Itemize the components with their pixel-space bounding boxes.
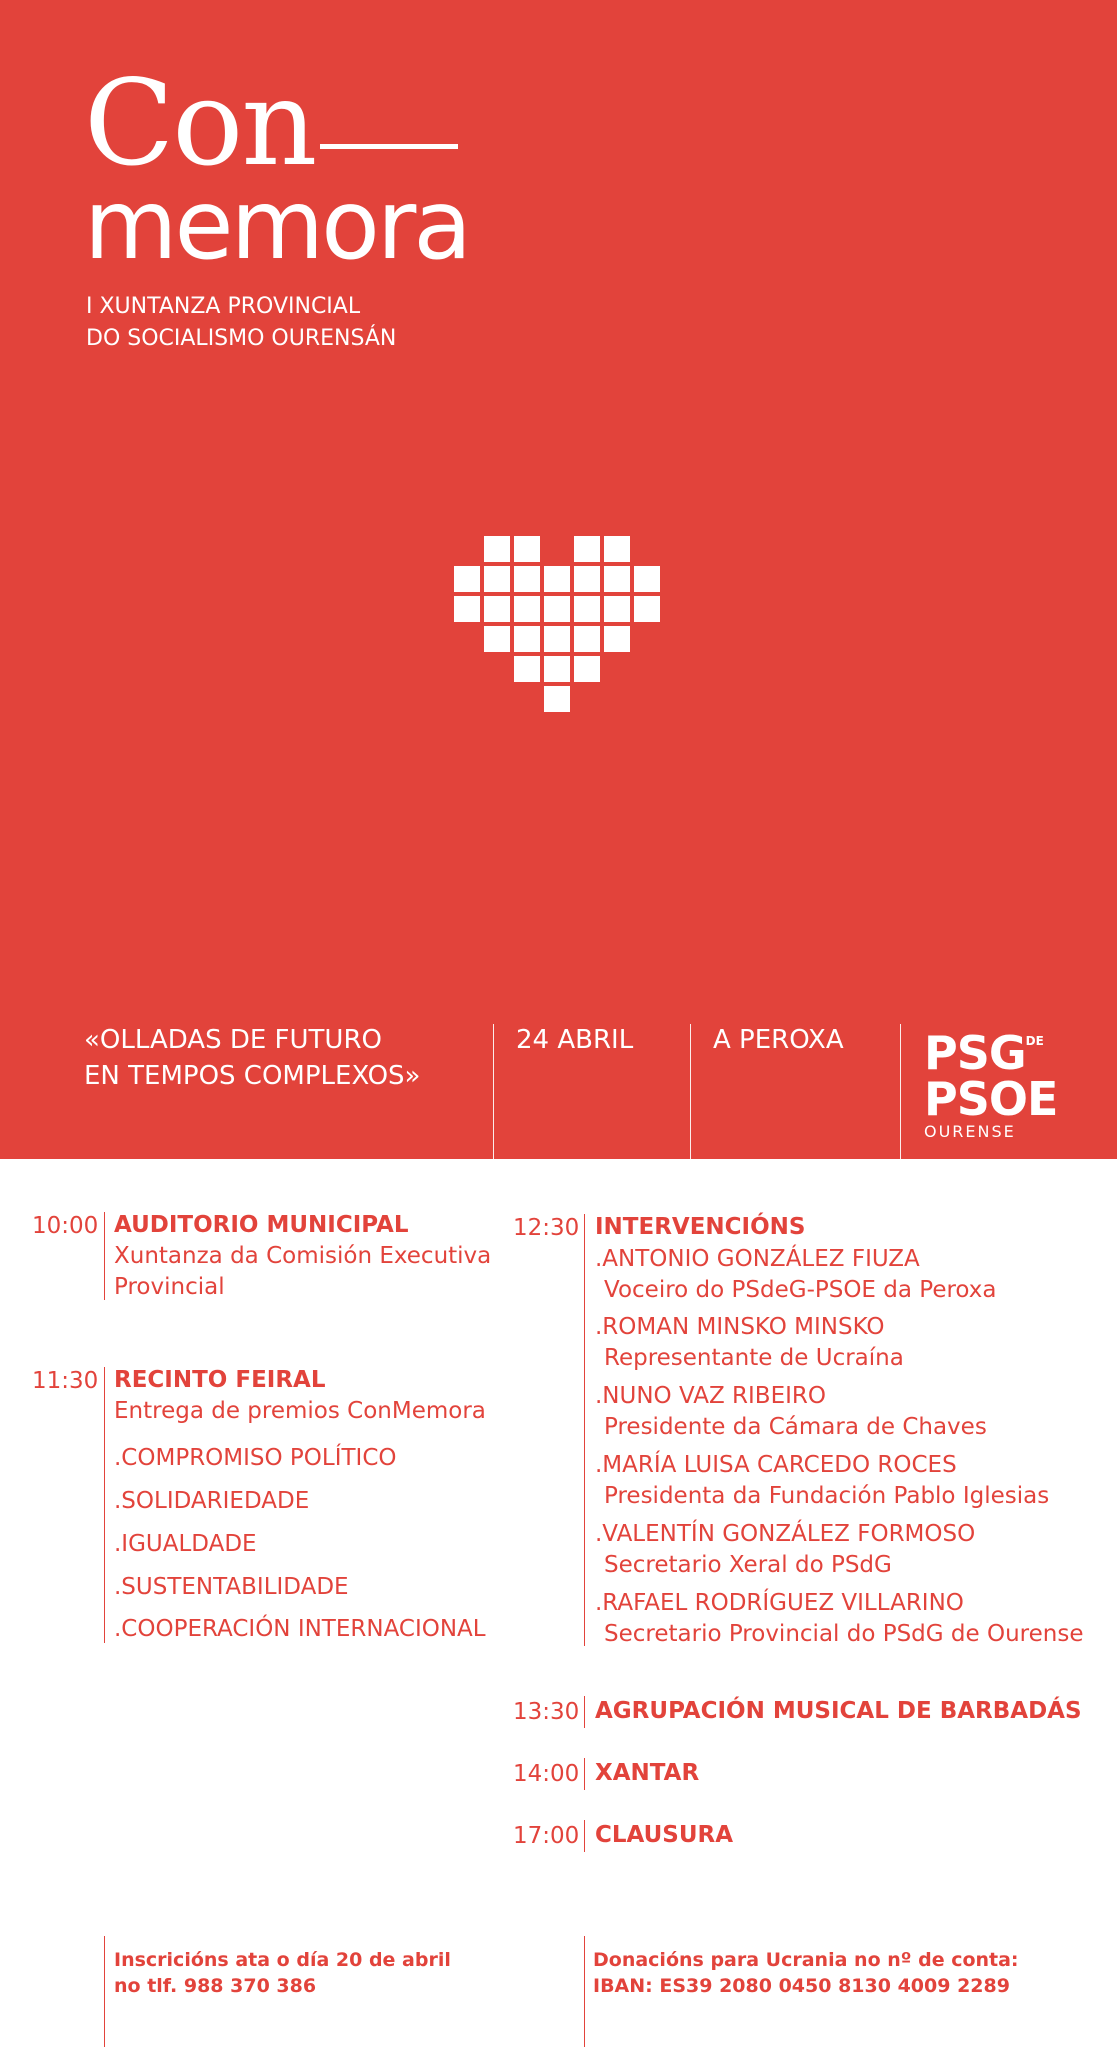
party-logo-de: DE	[1025, 1034, 1044, 1048]
schedule-title: RECINTO FEIRAL	[114, 1367, 326, 1393]
schedule-desc: Provincial	[114, 1274, 225, 1300]
heart-pixel	[634, 596, 660, 622]
logo-con: Con	[84, 54, 316, 192]
schedule-title: AGRUPACIÓN MUSICAL DE BARBADÁS	[595, 1698, 1082, 1724]
divider	[900, 1024, 901, 1159]
speaker-name: .ROMAN MINSKO MINSKO	[595, 1314, 885, 1340]
speaker-name: .NUNO VAZ RIBEIRO	[595, 1383, 826, 1409]
speaker	[595, 1519, 975, 1581]
heart-pixel	[544, 596, 570, 622]
divider	[493, 1024, 494, 1159]
party-logo	[924, 1018, 1057, 1142]
schedule-time: 12:30	[513, 1215, 580, 1241]
schedule-entry	[114, 1365, 486, 1427]
heart-pixel	[574, 536, 600, 562]
event-date: 24 ABRIL	[516, 1025, 634, 1055]
time-separator	[584, 1820, 585, 1852]
time-separator	[584, 1696, 585, 1728]
speaker-role: Representante de Ucraína	[604, 1345, 904, 1371]
award-category: .COMPROMISO POLÍTICO	[114, 1445, 397, 1471]
party-logo-psoe: PSOE	[924, 1072, 1058, 1126]
schedule-time: 17:00	[513, 1823, 580, 1849]
speaker-role: Voceiro do PSdeG-PSOE da Peroxa	[604, 1277, 997, 1303]
award-category: .SUSTENTABILIDADE	[114, 1574, 349, 1600]
schedule-time: 11:30	[32, 1368, 99, 1394]
award-category: .COOPERACIÓN INTERNACIONAL	[114, 1616, 486, 1642]
heart-pixel	[514, 536, 540, 562]
footer-divider	[584, 1936, 585, 2047]
heart-pixel	[574, 596, 600, 622]
logo-memora: memora	[84, 169, 470, 281]
donation-info	[593, 1947, 1019, 1999]
heart-pixel	[544, 656, 570, 682]
event-place: A PEROXA	[713, 1025, 844, 1055]
heart-pixel	[604, 566, 630, 592]
schedule-desc: Xuntanza da Comisión Executiva	[114, 1243, 492, 1269]
heart-pixel	[484, 596, 510, 622]
time-separator	[584, 1214, 585, 1646]
heart-pixel	[514, 656, 540, 682]
schedule-entry	[114, 1210, 491, 1303]
time-separator	[584, 1758, 585, 1790]
heart-pixel	[604, 536, 630, 562]
heart-pixel	[544, 686, 570, 712]
registration-line-1: Inscricións ata o día 20 de abril	[114, 1949, 451, 1971]
award-category: .SOLIDARIEDADE	[114, 1488, 310, 1514]
heart-pixel	[484, 626, 510, 652]
heart-pixel	[574, 656, 600, 682]
schedule-time: 10:00	[32, 1213, 99, 1239]
heart-pixel	[484, 536, 510, 562]
heart-pixel	[574, 626, 600, 652]
time-separator	[104, 1212, 105, 1300]
speaker	[595, 1588, 1083, 1650]
slogan-line-1: «OLLADAS DE FUTURO	[84, 1025, 382, 1055]
speaker-role: Presidente da Cámara de Chaves	[604, 1414, 987, 1440]
logo-dash	[320, 144, 458, 149]
speaker-role: Presidenta da Fundación Pablo Iglesias	[604, 1483, 1050, 1509]
speaker-role: Secretario Xeral do PSdG	[604, 1552, 892, 1578]
speaker-name: .VALENTÍN GONZÁLEZ FORMOSO	[595, 1521, 976, 1547]
pixel-heart-icon	[454, 536, 666, 716]
speaker	[595, 1450, 1049, 1512]
party-logo-psg: PSG	[924, 1026, 1026, 1080]
party-logo-ourense: OURENSE	[924, 1122, 1016, 1141]
speaker-name: .RAFAEL RODRÍGUEZ VILLARINO	[595, 1590, 964, 1616]
speaker-name: .ANTONIO GONZÁLEZ FIUZA	[595, 1246, 920, 1272]
schedule-time: 13:30	[513, 1699, 580, 1725]
heart-pixel	[454, 596, 480, 622]
heart-pixel	[514, 596, 540, 622]
speaker-role: Secretario Provincial do PSdG de Ourense	[604, 1621, 1084, 1647]
registration-info	[114, 1947, 451, 1999]
heart-pixel	[484, 566, 510, 592]
heart-pixel	[634, 566, 660, 592]
speaker	[595, 1312, 904, 1374]
schedule-title: INTERVENCIÓNS	[595, 1214, 806, 1240]
schedule-desc: Entrega de premios ConMemora	[114, 1398, 486, 1424]
heart-pixel	[514, 566, 540, 592]
registration-phone: no tlf. 988 370 386	[114, 1975, 317, 1997]
heart-pixel	[454, 566, 480, 592]
time-separator	[104, 1367, 105, 1643]
divider	[690, 1024, 691, 1159]
donation-iban: IBAN: ES39 2080 0450 8130 4009 2289	[593, 1975, 1010, 1997]
schedule-title: XANTAR	[595, 1760, 700, 1786]
speaker	[595, 1244, 997, 1306]
event-subtitle	[86, 291, 396, 355]
schedule-time: 14:00	[513, 1761, 580, 1787]
award-category: .IGUALDADE	[114, 1531, 257, 1557]
heart-pixel	[604, 596, 630, 622]
footer-divider	[104, 1936, 105, 2047]
donation-line-1: Donacións para Ucrania no nº de conta:	[593, 1949, 1019, 1971]
schedule-title: CLAUSURA	[595, 1822, 734, 1848]
speaker	[595, 1381, 987, 1443]
heart-pixel	[544, 566, 570, 592]
subtitle-line-1: I XUNTANZA PROVINCIAL	[86, 294, 361, 319]
heart-pixel	[574, 566, 600, 592]
speaker-name: .MARÍA LUISA CARCEDO ROCES	[595, 1452, 957, 1478]
heart-pixel	[604, 626, 630, 652]
heart-pixel	[514, 626, 540, 652]
slogan-line-2: EN TEMPOS COMPLEXOS»	[84, 1061, 421, 1091]
event-slogan	[84, 1022, 420, 1094]
heart-pixel	[544, 626, 570, 652]
schedule-title: AUDITORIO MUNICIPAL	[114, 1212, 409, 1238]
subtitle-line-2: DO SOCIALISMO OURENSÁN	[86, 326, 397, 351]
